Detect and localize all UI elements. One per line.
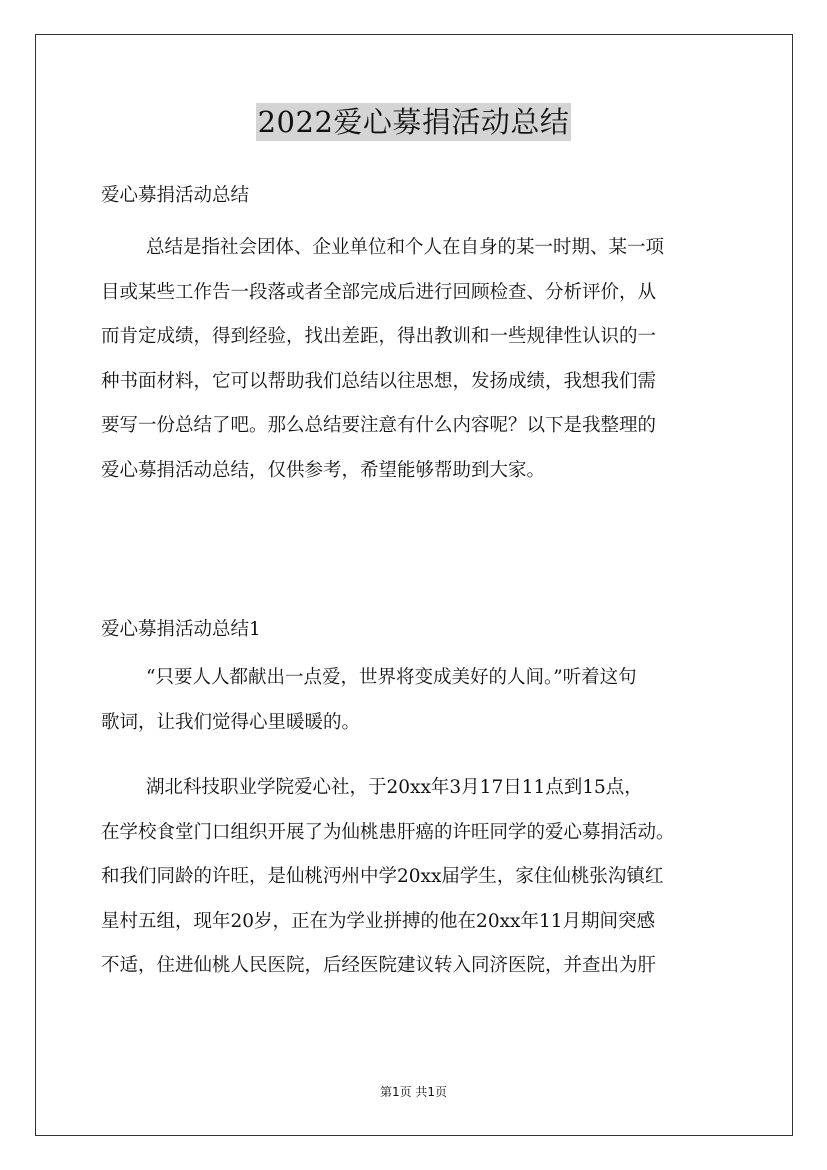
text-line[interactable]: 歌词，让我们觉得心里暖暖的。: [101, 711, 361, 733]
intro-paragraph: [101, 226, 741, 493]
title-container: [0, 103, 827, 141]
text-line[interactable]: 在学校食堂门口组织开展了为仙桃患肝癌的许旺同学的爱心募捐活动。: [101, 821, 675, 843]
text-line[interactable]: 不适，住进仙桃人民医院，后经医院建议转入同济医院，并查出为肝: [101, 955, 657, 976]
document-subtitle[interactable]: 爱心募捐活动总结: [101, 185, 250, 206]
text-line[interactable]: 星村五组，现年20岁，正在为学业拼搏的他在20xx年11月期间突感: [101, 910, 655, 932]
section-paragraph-1: [101, 656, 741, 745]
text-line[interactable]: 爱心募捐活动总结，仅供参考，希望能够帮助到大家。: [101, 459, 546, 481]
text-line[interactable]: 而肯定成绩，得到经验，找出差距，得出教训和一些规律性认识的一: [101, 326, 657, 347]
text-line[interactable]: 目或某些工作告一段落或者全部完成后进行回顾检查、分析评价，从: [101, 281, 657, 303]
text-line[interactable]: 湖北科技职业学院爱心社，于20xx年3月17日11点到15点，: [146, 777, 643, 798]
text-line[interactable]: “只要人人都献出一点爱，世界将变成美好的人间。”听着这句: [146, 667, 637, 688]
section-heading[interactable]: 爱心募捐活动总结1: [101, 619, 261, 640]
text-line[interactable]: 要写一份总结了吧。那么总结要注意有什么内容呢？以下是我整理的: [101, 415, 657, 436]
text-line[interactable]: 和我们同龄的许旺，是仙桃沔州中学20xx届学生，家住仙桃张沟镇红: [101, 866, 664, 887]
text-line[interactable]: 总结是指社会团体、企业单位和个人在自身的某一时期、某一项: [146, 237, 665, 258]
page-footer: 第1页 共1页: [379, 1085, 448, 1099]
section-paragraph-2: [101, 766, 741, 989]
text-line[interactable]: 种书面材料，它可以帮助我们总结以往思想，发扬成绩，我想我们需: [101, 370, 657, 392]
document-title[interactable]: 2022爱心募捐活动总结: [257, 105, 570, 139]
